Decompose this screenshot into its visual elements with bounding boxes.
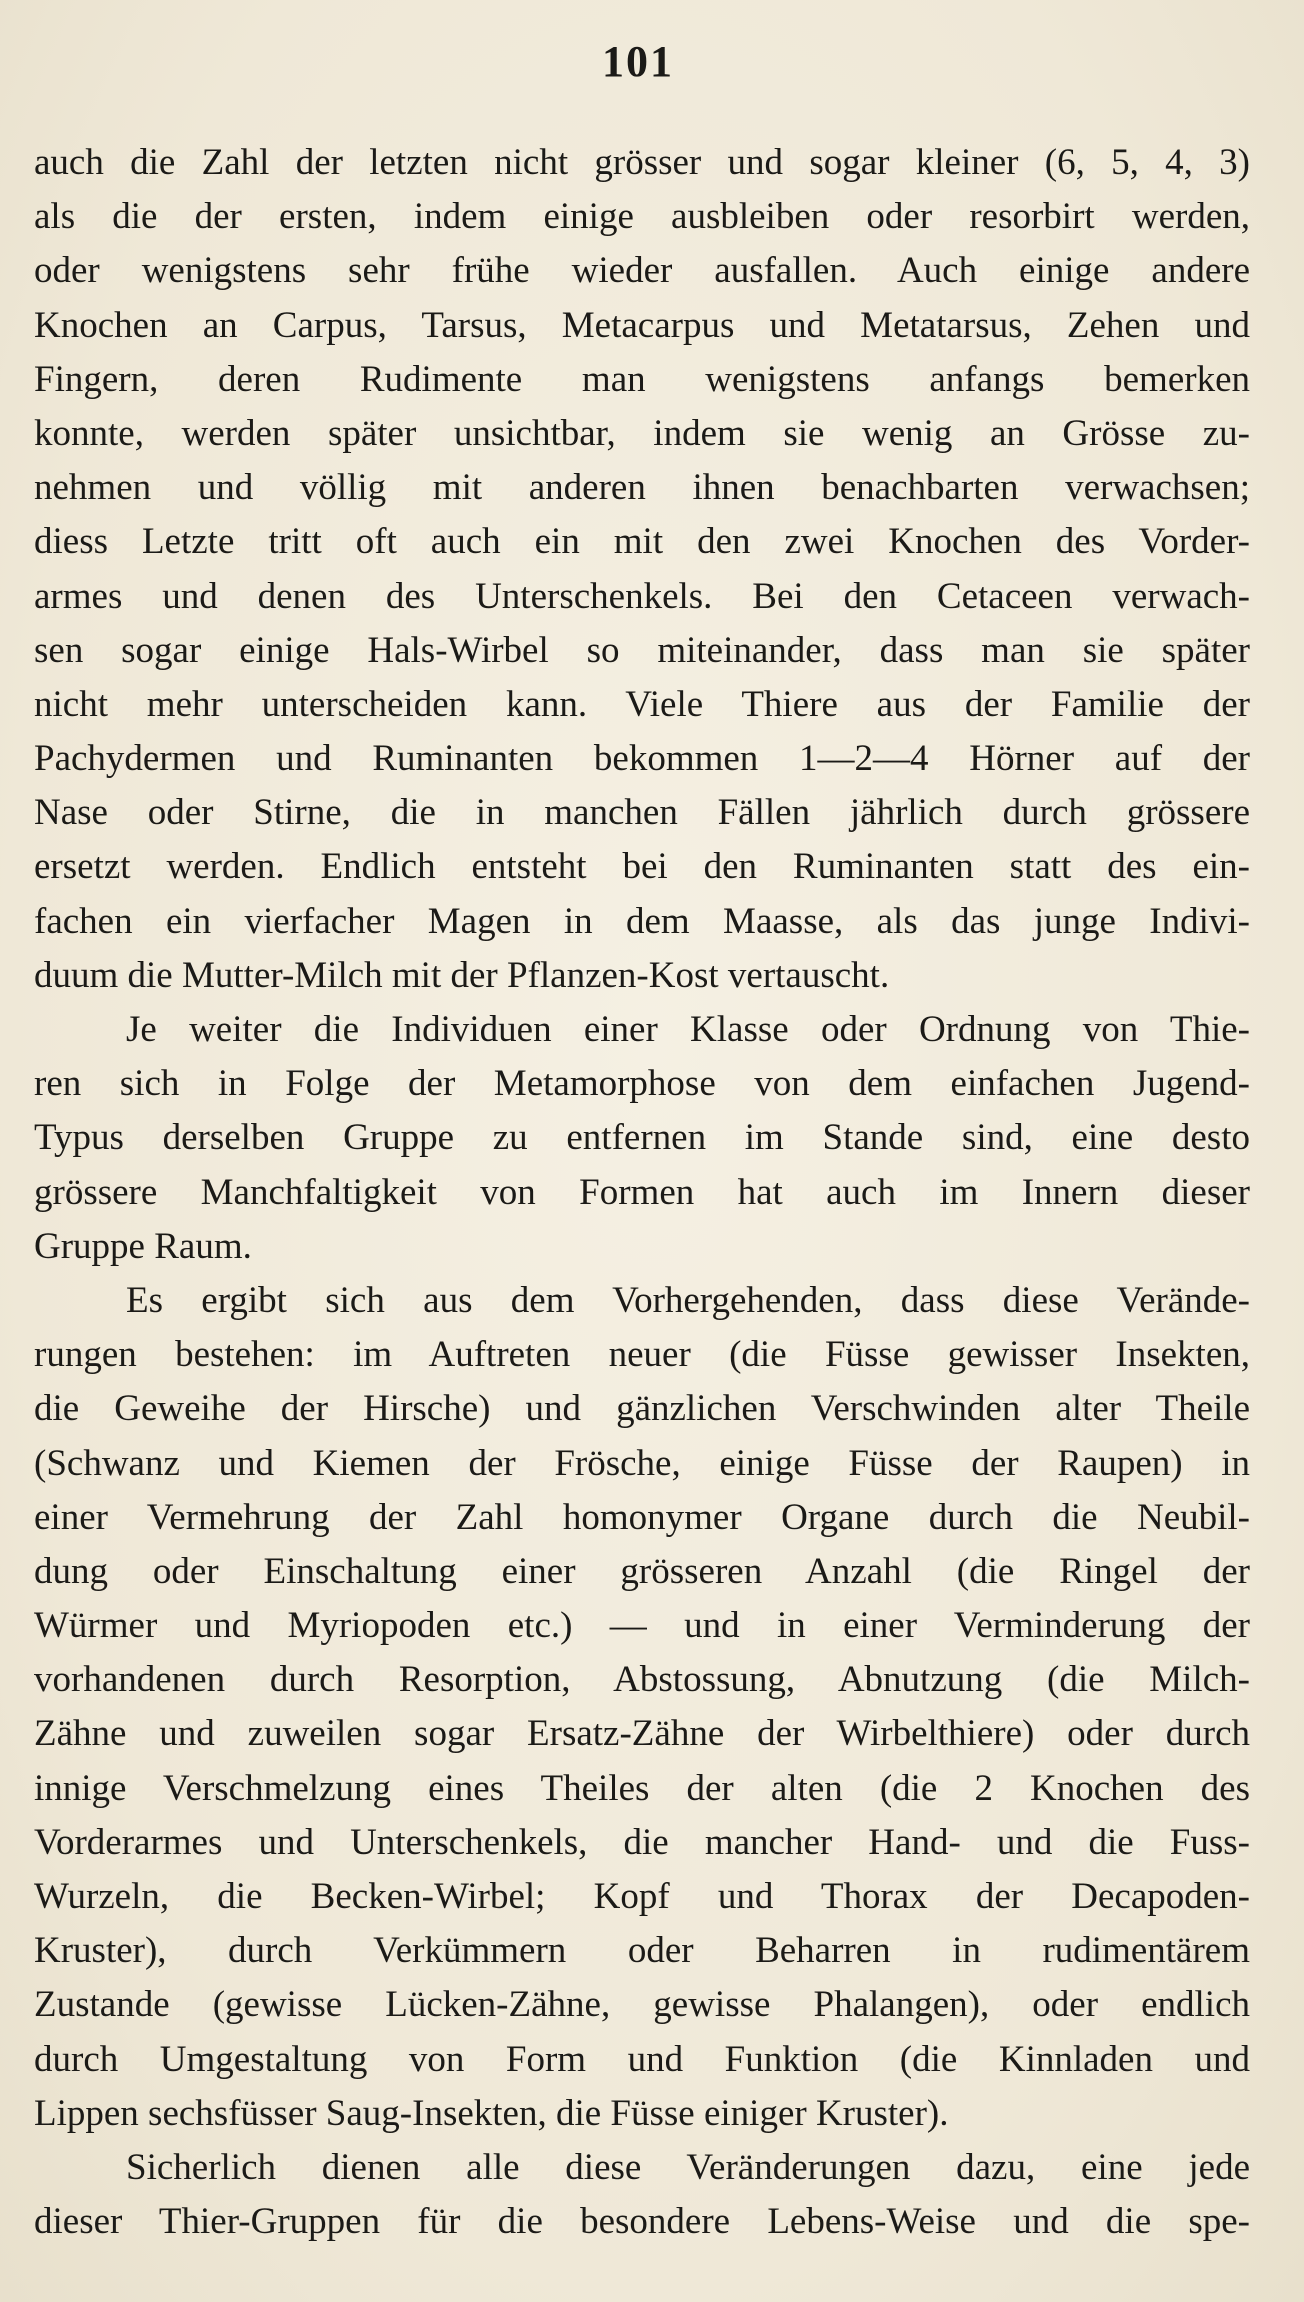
text-line: als die der ersten, indem einige ausbleiben oder resorbirt werden, (34, 196, 1250, 238)
text-line: armes und denen des Unterschenkels. Bei den Cetaceen verwach- (34, 575, 1250, 617)
text-line: rungen bestehen: im Auftreten neuer (die Füsse gewisser Insekten, (34, 1334, 1250, 1376)
text-line: Fingern, deren Rudimente man wenigstens anfangs bemerken (34, 358, 1250, 400)
text-line: Wurzeln, die Becken-Wirbel; Kopf und Thorax der Decapoden- (34, 1876, 1250, 1917)
text-line: Zustande (gewisse Lücken-Zähne, gewisse Phalangen), oder endlich (34, 1984, 1250, 2026)
text-line: sen sogar einige Hals-Wirbel so miteinander, dass man sie später (34, 629, 1250, 671)
text-line: Gruppe Raum. (34, 1225, 252, 1267)
text-line: fachen ein vierfacher Magen in dem Maasse, als das junge Indivi- (34, 900, 1250, 942)
text-line: innige Verschmelzung eines Theiles der alten (die 2 Knochen des (34, 1767, 1250, 1809)
text-line: (Schwanz und Kiemen der Frösche, einige Füsse der Raupen) in (34, 1442, 1250, 1484)
text-line: konnte, werden später unsichtbar, indem sie wenig an Grösse zu- (34, 412, 1250, 454)
text-line: auch die Zahl der letzten nicht grösser und sogar kleiner (6, 5, 4, 3) (34, 142, 1250, 183)
text-line: Knochen an Carpus, Tarsus, Metacarpus und Metatarsus, Zehen und (34, 304, 1250, 346)
text-line: diess Letzte tritt oft auch ein mit den zwei Knochen des Vorder- (34, 521, 1250, 563)
body-text (34, 136, 1250, 2249)
text-line: Zähne und zuweilen sogar Ersatz-Zähne der Wirbelthiere) oder durch (34, 1713, 1250, 1755)
text-line: Sicherlich dienen alle diese Veränderungen dazu, eine jede (126, 2146, 1250, 2188)
text-line: Je weiter die Individuen einer Klasse oder Ordnung von Thie- (126, 1009, 1250, 1050)
text-line: Kruster), durch Verkümmern oder Beharren in rudimentärem (34, 1930, 1250, 1972)
text-line: vorhandenen durch Resorption, Abstossung, Abnutzung (die Milch- (34, 1659, 1250, 1701)
text-line: ren sich in Folge der Metamorphose von dem einfachen Jugend- (34, 1063, 1250, 1105)
text-line: ersetzt werden. Endlich entsteht bei den Ruminanten statt des ein- (34, 846, 1250, 888)
page-number: 101 (602, 37, 674, 86)
text-line: Typus derselben Gruppe zu entfernen im Stande sind, eine desto (34, 1117, 1250, 1159)
text-line: grössere Manchfaltigkeit von Formen hat auch im Innern dieser (34, 1171, 1250, 1213)
text-line: dieser Thier-Gruppen für die besondere Lebens-Weise und die spe- (34, 2201, 1250, 2243)
text-line: duum die Mutter-Milch mit der Pflanzen-Kost vertauscht. (34, 954, 890, 996)
text-line: durch Umgestaltung von Form und Funktion (die Kinnladen und (34, 2038, 1250, 2080)
text-line: Pachydermen und Ruminanten bekommen 1—2—4 Hörner auf der (34, 738, 1250, 780)
text-line: einer Vermehrung der Zahl homonymer Organe durch die Neubil- (34, 1496, 1250, 1538)
text-line: Nase oder Stirne, die in manchen Fällen jährlich durch grössere (34, 792, 1250, 834)
text-line: Würmer und Myriopoden etc.) — und in einer Verminderung der (34, 1605, 1250, 1647)
text-line: oder wenigstens sehr frühe wieder ausfallen. Auch einige andere (34, 250, 1250, 292)
text-line: Lippen sechsfüsser Saug-Insekten, die Füsse einiger Kruster). (34, 2092, 949, 2134)
text-line: Vorderarmes und Unterschenkels, die mancher Hand- und die Fuss- (34, 1821, 1250, 1863)
text-line: dung oder Einschaltung einer grösseren Anzahl (die Ringel der (34, 1550, 1250, 1592)
text-line: die Geweihe der Hirsche) und gänzlichen Verschwinden alter Theile (34, 1388, 1250, 1430)
text-line: nehmen und völlig mit anderen ihnen benachbarten verwachsen; (34, 467, 1250, 509)
text-line: Es ergibt sich aus dem Vorhergehenden, dass diese Verände- (126, 1279, 1250, 1321)
text-line: nicht mehr unterscheiden kann. Viele Thiere aus der Familie der (34, 683, 1250, 725)
